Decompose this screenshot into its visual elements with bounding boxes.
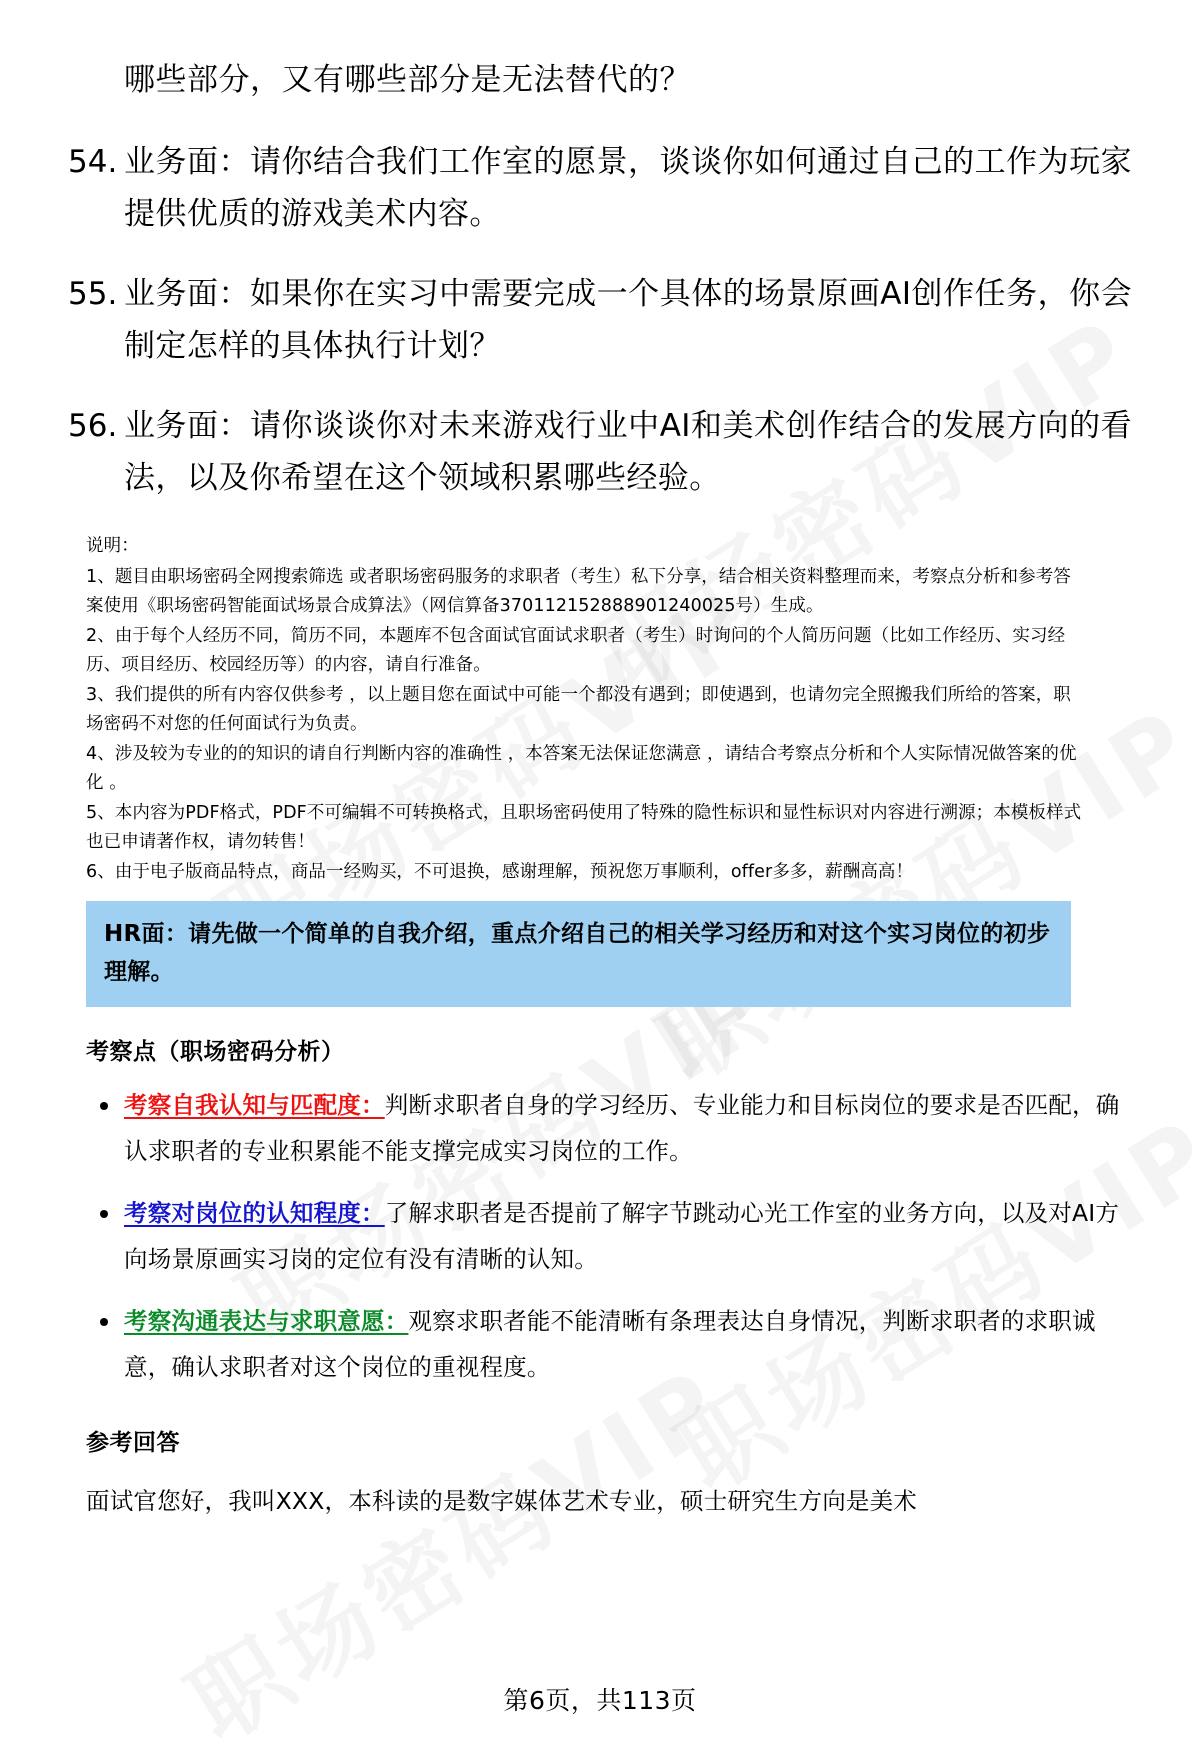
- assessment-point-body: 判断求职者自身的学习经历、专业能力和目标岗位的要求是否匹配，确认求职者的专业积累能不能支撑完成实习岗位的工作。: [124, 1091, 1120, 1165]
- question-number: 54.: [68, 144, 118, 180]
- page-footer: 第6页，共113页: [503, 1686, 697, 1715]
- hr-question-highlight-box: HR面：请先做一个简单的自我介绍，重点介绍自己的相关学习经历和对这个实习岗位的初步理解。: [86, 901, 1071, 1007]
- question-list: [62, 136, 1138, 504]
- question-item: [62, 136, 1138, 240]
- assessment-point-list: [62, 1082, 1138, 1390]
- assessment-point-key: 考察对岗位的认知程度：: [124, 1199, 385, 1227]
- note-line: 2、由于每个人经历不同，简历不同，本题库不包含面试官面试求职者（考生）时询问的个人简历问题（比如工作经历、实习经历、项目经历、校园经历等）的内容，请自行准备。: [86, 625, 1066, 675]
- question-text: 业务面：请你谈谈你对未来游戏行业中AI和美术创作结合的发展方向的看法，以及你希望在这个领域积累哪些经验。: [124, 408, 1132, 496]
- assessment-point-body: 观察求职者能不能清晰有条理表达自身情况，判断求职者的求职诚意，确认求职者对这个岗位的重视程度。: [124, 1307, 1096, 1381]
- question-number: 56.: [68, 408, 118, 444]
- continued-question-text: 哪些部分，又有哪些部分是无法替代的？: [124, 62, 691, 98]
- assessment-point-key: 考察沟通表达与求职意愿：: [124, 1307, 409, 1335]
- question-text: 业务面：请你结合我们工作室的愿景，谈谈你如何通过自己的工作为玩家提供优质的游戏美术内容。: [124, 144, 1132, 232]
- reference-answer-heading: 参考回答: [86, 1430, 180, 1456]
- notes-block: [86, 532, 1086, 887]
- notes-title: 说明：: [86, 536, 139, 556]
- note-line: 4、涉及较为专业的的知识的请自行判断内容的准确性 ，本答案无法保证您满意 ，请结合考察点分析和个人实际情况做答案的优化 。: [86, 743, 1077, 793]
- assessment-point-body: 了解求职者是否提前了解字节跳动心光工作室的业务方向，以及对AI方向场景原画实习岗的定位有没有清晰的认知。: [124, 1199, 1120, 1273]
- note-line: 3、我们提供的所有内容仅供参考 ，以上题目您在面试中可能一个都没有遇到；即使遇到，也请勿完全照搬我们所给的答案，职场密码不对您的任何面试行为负责。: [86, 684, 1071, 734]
- question-item: [62, 400, 1138, 504]
- assessment-point-key: 考察自我认知与匹配度：: [124, 1091, 385, 1119]
- reference-answer-text: 面试官您好，我叫XXX，本科读的是数字媒体艺术专业，硕士研究生方向是美术: [86, 1487, 917, 1515]
- assessment-heading: 考察点（职场密码分析）: [86, 1039, 345, 1065]
- question-text: 业务面：如果你在实习中需要完成一个具体的场景原画AI创作任务，你会制定怎样的具体执行计划？: [124, 276, 1132, 364]
- question-item: [62, 268, 1138, 372]
- note-line: 5、本内容为PDF格式，PDF不可编辑不可转换格式，且职场密码使用了特殊的隐性标识和显性标识对内容进行溯源；本模板样式也已申请著作权，请勿转售！: [86, 802, 1082, 852]
- assessment-point: [62, 1190, 1134, 1282]
- assessment-point: [62, 1298, 1134, 1390]
- note-line: 6、由于电子版商品特点，商品一经购买，不可退换，感谢理解，预祝您万事顺利，offer多多，薪酬高高！: [86, 861, 914, 882]
- question-number: 55.: [68, 276, 118, 312]
- note-line: 1、题目由职场密码全网搜索筛选 或者职场密码服务的求职者（考生）私下分享，结合相关资料整理而来，考察点分析和参考答案使用《职场密码智能面试场景合成算法》（网信算备370112152888901240025号）生成。: [86, 566, 1071, 616]
- assessment-point: [62, 1082, 1134, 1174]
